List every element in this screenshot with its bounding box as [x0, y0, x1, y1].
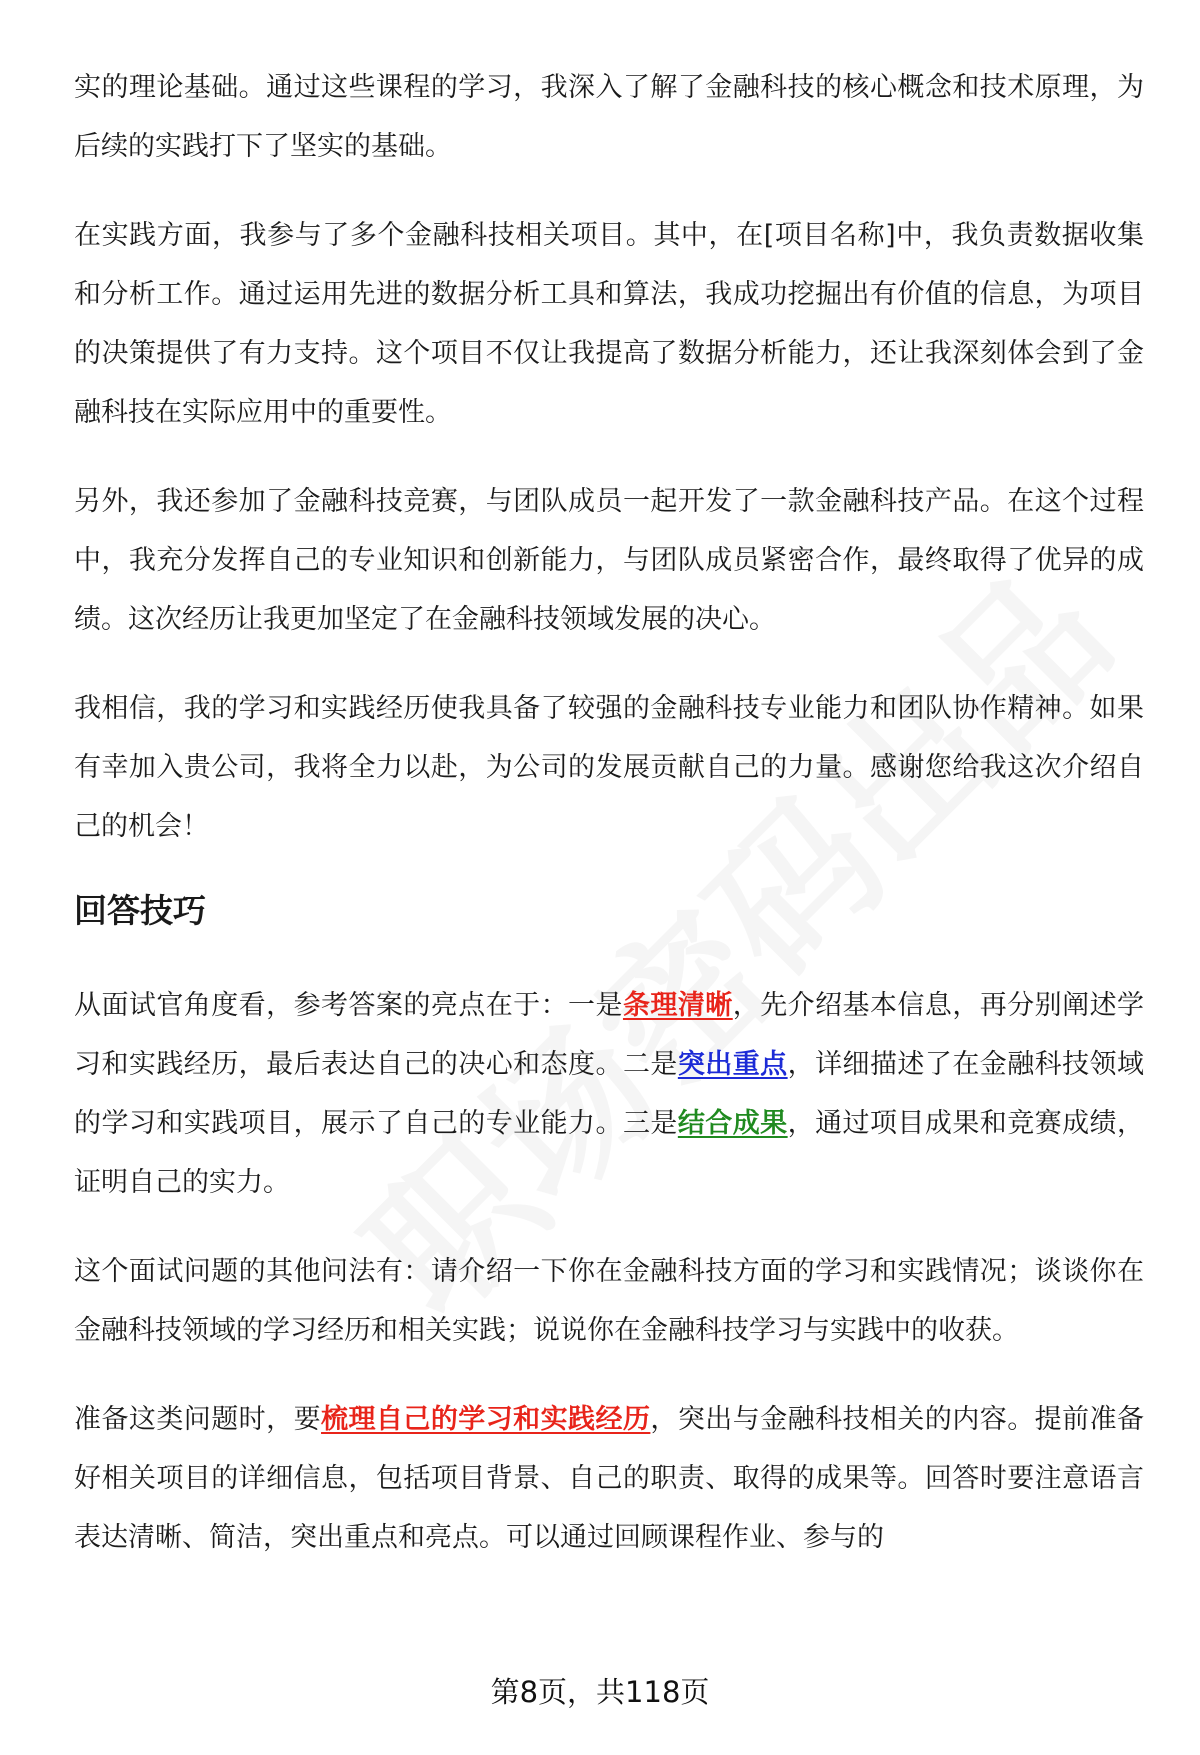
- highlight-red: 条理清晰: [622, 990, 733, 1021]
- highlight-red: 梳理自己的学习和实践经历: [321, 1404, 651, 1435]
- page-number-footer: 第8页，共118页: [490, 1675, 710, 1709]
- paragraph-3: 另外，我还参加了金融科技竞赛，与团队成员一起开发了一款金融科技产品。在这个过程中，我充分发挥自己的专业知识和创新能力，与团队成员紧密合作，最终取得了优异的成绩。这次经历让我更加坚定了在金融科技领域发展的决心。: [74, 486, 1144, 635]
- text-segment: ，通过项目成果和竞赛成绩，证明自己的实力。: [74, 1108, 1145, 1198]
- section-heading: 回答技巧: [74, 891, 206, 930]
- highlight-green: 结合成果: [677, 1108, 788, 1139]
- text-segment: ，突出与金融科技相关的内容。提前准备好相关项目的详细信息，包括项目背景、自己的职责、取得的成果等。回答时要注意语言表达清晰、简洁，突出重点和亮点。可以通过回顾课程作业、参与的: [74, 1404, 1145, 1553]
- text-segment: ，先介绍基本信息，再分别阐述学习和实践经历，最后表达自己的决心和态度。二是: [74, 990, 1145, 1080]
- paragraph-7: [74, 1390, 1144, 1567]
- document-page: [74, 58, 1144, 1597]
- text-segment: 准备这类问题时，要: [74, 1404, 322, 1435]
- paragraph-1: 实的理论基础。通过这些课程的学习，我深入了解了金融科技的核心概念和技术原理，为后续的实践打下了坚实的基础。: [74, 72, 1144, 162]
- text-segment: 从面试官角度看，参考答案的亮点在于：一是: [74, 990, 623, 1021]
- paragraph-6: 这个面试问题的其他问法有：请介绍一下你在金融科技方面的学习和实践情况；谈谈你在金融科技领域的学习经历和相关实践；说说你在金融科技学习与实践中的收获。: [74, 1256, 1144, 1346]
- highlight-blue: 突出重点: [677, 1049, 788, 1080]
- text-segment: ，详细描述了在金融科技领域的学习和实践项目，展示了自己的专业能力。三是: [74, 1049, 1145, 1139]
- paragraph-5: [74, 976, 1144, 1212]
- paragraph-2: 在实践方面，我参与了多个金融科技相关项目。其中，在[项目名称]中，我负责数据收集和分析工作。通过运用先进的数据分析工具和算法，我成功挖掘出有价值的信息，为项目的决策提供了有力支持。这个项目不仅让我提高了数据分析能力，还让我深刻体会到了金融科技在实际应用中的重要性。: [74, 220, 1144, 428]
- paragraph-4: 我相信，我的学习和实践经历使我具备了较强的金融科技专业能力和团队协作精神。如果有幸加入贵公司，我将全力以赴，为公司的发展贡献自己的力量。感谢您给我这次介绍自己的机会！: [74, 693, 1144, 842]
